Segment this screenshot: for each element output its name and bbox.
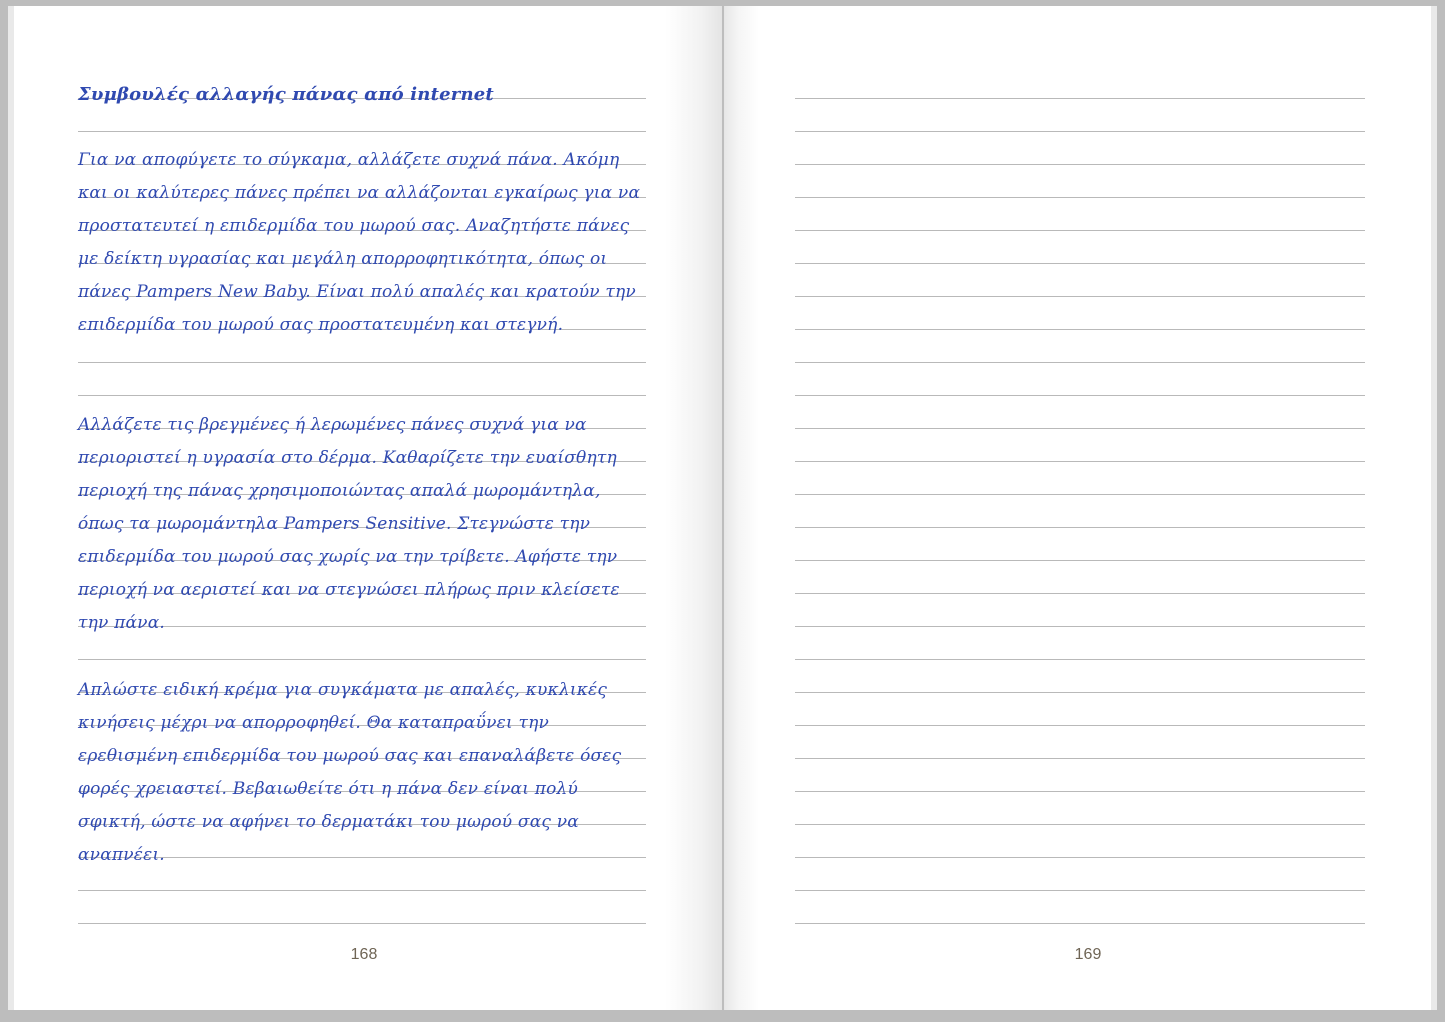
ruled-line [78,395,646,396]
handwritten-paragraph-3: Απλώστε ειδική κρέμα για συγκάματα με απαλές, κυκλικές κινήσεις μέχρι να απορροφηθεί. Θα καταπραΰνει την ερεθισμένη επιδερμίδα του μωρού σας και επαναλάβετε όσες φορές χρειαστεί. Βεβαιωθείτε ότι η πάνα δεν είναι πολύ σφικτή, ώστε να αφήνει το δερματάκι του μωρού σας να αναπνέει. [78,680,622,865]
ruled-line [78,890,646,891]
ruled-line [795,791,1365,792]
ruled-line [795,923,1365,924]
ruled-line [795,428,1365,429]
ruled-line [78,362,646,363]
ruled-line [795,527,1365,528]
left-page [8,6,722,1010]
ruled-line [795,395,1365,396]
ruled-line [795,857,1365,858]
handwritten-paragraph-2: Αλλάζετε τις βρεγμένες ή λερωμένες πάνες συχνά για να περιοριστεί η υγρασία στο δέρμα. Καθαρίζετε την ευαίσθητη περιοχή της πάνας χρησιμοποιώντας απαλά μωρομάντηλα, όπως τα μωρομάντηλα Pampers Sensitive. Στεγνώστε την επιδερμίδα του μωρού σας χωρίς να την τρίβετε. Αφήστε την περιοχή να αεριστεί και να στεγνώσει πλήρως πριν κλείσετε την πάνα. [78,415,620,633]
ruled-line [795,725,1365,726]
ruled-line [795,263,1365,264]
ruled-line [795,197,1365,198]
ruled-line [795,494,1365,495]
ruled-line [795,329,1365,330]
ruled-line [795,296,1365,297]
right-page-number: 169 [1074,946,1102,963]
ruled-line [795,659,1365,660]
ruled-line [795,692,1365,693]
ruled-line [795,131,1365,132]
ruled-line [795,164,1365,165]
ruled-line [795,98,1365,99]
right-ruled-lines [724,6,1431,1010]
right-page [724,6,1437,1010]
ruled-line [795,593,1365,594]
ruled-line [795,230,1365,231]
handwritten-paragraph-1: Για να αποφύγετε το σύγκαμα, αλλάζετε συχνά πάνα. Ακόμη και οι καλύτερες πάνες πρέπει να αλλάζονται εγκαίρως για να προστατευτεί η επιδερμίδα του μωρού σας. Αναζητήστε πάνες με δείκτη υγρασίας και μεγάλη απορροφητικότητα, όπως οι πάνες Pampers New Baby. Είναι πολύ απαλές και κρατούν την επιδερμίδα του μωρού σας προστατευμένη και στεγνή. [78,150,641,335]
ruled-line [795,626,1365,627]
ruled-line [795,758,1365,759]
handwritten-title: Συμβουλές αλλαγής πάνας από internet [78,84,494,105]
ruled-line [795,890,1365,891]
ruled-line [78,923,646,924]
left-page-number: 168 [350,946,378,963]
ruled-line [795,560,1365,561]
ruled-line [795,362,1365,363]
ruled-line [78,659,646,660]
ruled-line [78,131,646,132]
ruled-line [795,824,1365,825]
ruled-line [795,461,1365,462]
